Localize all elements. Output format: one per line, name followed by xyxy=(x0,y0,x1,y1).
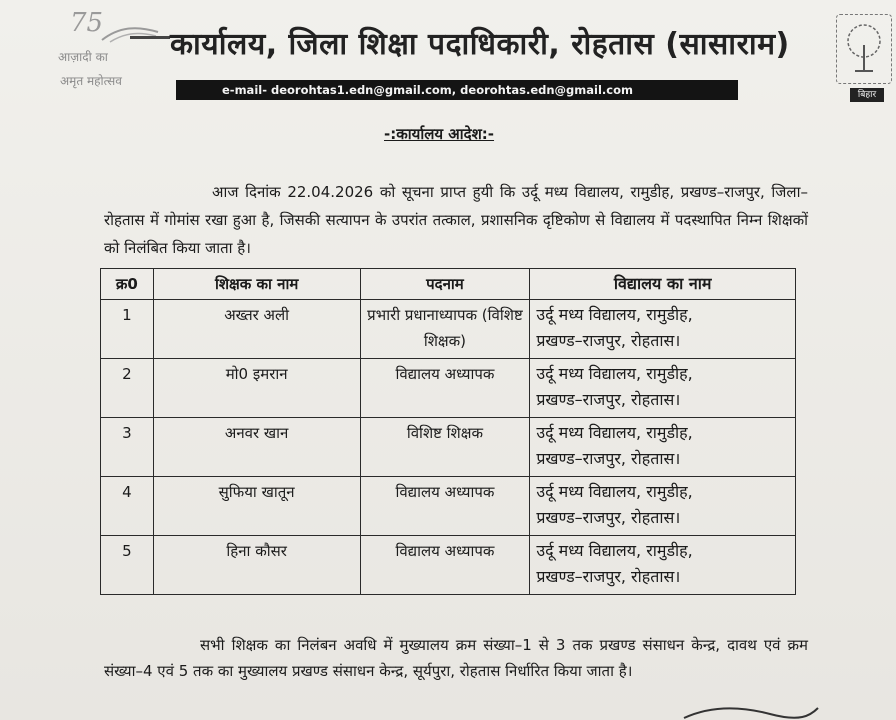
school-line2: प्रखण्ड–राजपुर, रोहतास। xyxy=(536,331,681,350)
cell-teacher-name: अख्तर अली xyxy=(153,300,360,359)
logo-number: 75 xyxy=(70,8,104,38)
signature-stroke-icon xyxy=(680,704,820,720)
email-bar: e-mail- deorohtas1.edn@gmail.com, deorohtas.edn@gmail.com xyxy=(176,80,738,100)
school-line2: प्रखण्ड–राजपुर, रोहतास। xyxy=(536,449,681,468)
school-line1: उर्दू मध्य विद्यालय, रामुडीह, xyxy=(536,305,693,324)
cell-serial: 2 xyxy=(101,359,154,418)
cell-designation: विशिष्ट शिक्षक xyxy=(360,418,530,477)
school-line1: उर्दू मध्य विद्यालय, रामुडीह, xyxy=(536,482,693,501)
header-teacher-name: शिक्षक का नाम xyxy=(153,269,360,300)
azadi-amrit-mahotsav-logo xyxy=(56,8,166,108)
school-line1: उर्दू मध्य विद्यालय, रामुडीह, xyxy=(536,541,693,560)
cell-teacher-name: मो0 इमरान xyxy=(153,359,360,418)
emblem-frame xyxy=(836,14,892,84)
school-line2: प्रखण्ड–राजपुर, रोहतास। xyxy=(536,390,681,409)
intro-text: आज दिनांक 22.04.2026 को सूचना प्राप्त हुयी कि उर्दू मध्य विद्यालय, रामुडीह, प्रखण्ड–राजपुर, जिला–रोहतास में गोमांस रखा हुआ है, जिसकी सत्यापन के उपरांत तत्काल, प्रशासनिक दृष्टिकोण से विद्यालय में पदस्थापित निम्न शिक्षकों को निलंबित किया जाता है। xyxy=(104,183,808,257)
cell-serial: 1 xyxy=(101,300,154,359)
table-row xyxy=(101,300,796,359)
cell-teacher-name: हिना कौसर xyxy=(153,536,360,595)
tree-emblem-icon xyxy=(837,15,891,83)
closing-text: सभी शिक्षक का निलंबन अवधि में मुख्यालय क्रम संख्या–1 से 3 तक प्रखण्ड संसाधन केन्द्र, दावथ एवं क्रम संख्या–4 एवं 5 तक का मुख्यालय प्रखण्ड संसाधन केन्द्र, सूर्यपुरा, रोहतास निर्धारित किया जाता है। xyxy=(104,636,808,680)
cell-school-name xyxy=(530,477,796,536)
cell-designation: विद्यालय अध्यापक xyxy=(360,536,530,595)
cell-serial: 3 xyxy=(101,418,154,477)
table-row xyxy=(101,418,796,477)
title-rule xyxy=(130,36,170,39)
table-header-row xyxy=(101,269,796,300)
table-row xyxy=(101,477,796,536)
table-row xyxy=(101,536,796,595)
cell-designation: विद्यालय अध्यापक xyxy=(360,477,530,536)
cell-serial: 4 xyxy=(101,477,154,536)
cell-serial: 5 xyxy=(101,536,154,595)
logo-swoosh-icon xyxy=(100,22,160,46)
school-line2: प्रखण्ड–राजपुर, रोहतास। xyxy=(536,567,681,586)
header-serial: क्र0 xyxy=(101,269,154,300)
logo-text-line1: आज़ादी का xyxy=(58,50,108,64)
cell-school-name xyxy=(530,359,796,418)
cell-designation: विद्यालय अध्यापक xyxy=(360,359,530,418)
cell-teacher-name: अनवर खान xyxy=(153,418,360,477)
order-title: -:कार्यालय आदेश:- xyxy=(384,125,495,143)
intro-paragraph xyxy=(104,178,808,262)
school-line2: प्रखण्ड–राजपुर, रोहतास। xyxy=(536,508,681,527)
suspended-teachers-table xyxy=(100,268,796,595)
closing-paragraph xyxy=(104,632,808,684)
header-school-name: विद्यालय का नाम xyxy=(530,269,796,300)
cell-school-name xyxy=(530,536,796,595)
header-designation: पदनाम xyxy=(360,269,530,300)
bihar-emblem-logo xyxy=(836,14,892,104)
logo-text-line2: अमृत महोत्सव xyxy=(60,74,122,88)
school-line1: उर्दू मध्य विद्यालय, रामुडीह, xyxy=(536,364,693,383)
school-line1: उर्दू मध्य विद्यालय, रामुडीह, xyxy=(536,423,693,442)
office-title: कार्यालय, जिला शिक्षा पदाधिकारी, रोहतास (सासाराम) xyxy=(170,27,790,62)
cell-teacher-name: सुफिया खातून xyxy=(153,477,360,536)
table-row xyxy=(101,359,796,418)
cell-school-name xyxy=(530,300,796,359)
cell-school-name xyxy=(530,418,796,477)
emblem-tag: बिहार xyxy=(850,88,884,102)
cell-designation: प्रभारी प्रधानाध्यापक (विशिष्ट शिक्षक) xyxy=(360,300,530,359)
